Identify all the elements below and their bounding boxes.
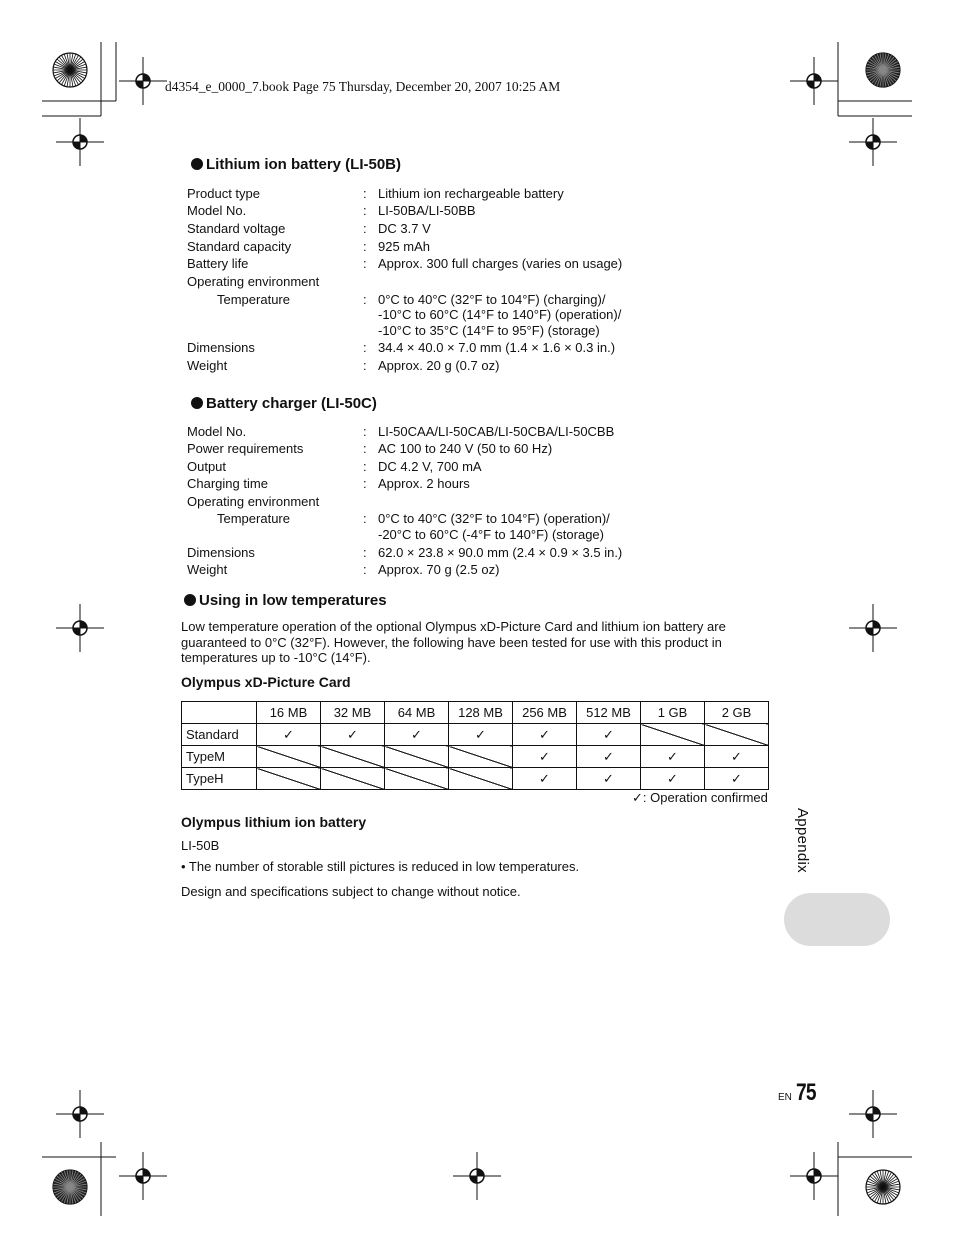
table-column-header: 128 MB [449, 702, 513, 724]
table-cell-not-applicable [321, 768, 385, 790]
spec-colon: : [363, 358, 367, 373]
charger-section-title [191, 395, 377, 412]
table-header-row [182, 702, 769, 724]
spec-value: Approx. 70 g (2.5 oz) [378, 562, 500, 577]
page-language-code: EN [778, 1092, 792, 1103]
table-cell-check: ✓ [513, 768, 577, 790]
spec-colon: : [363, 292, 367, 307]
spec-label: Model No. [187, 203, 247, 218]
spec-label: Temperature [217, 511, 290, 526]
low-temp-title-text: Using in low temperatures [199, 592, 387, 609]
spec-label: Product type [187, 186, 260, 201]
table-cell-not-applicable [385, 768, 449, 790]
bullet-icon [191, 397, 203, 409]
spec-value: 925 mAh [378, 239, 431, 254]
table-column-header: 16 MB [257, 702, 321, 724]
spec-value: Approx. 300 full charges (varies on usage) [378, 256, 623, 271]
table-cell-check: ✓ [577, 768, 641, 790]
table-cell-not-applicable [385, 746, 449, 768]
spec-value: Approx. 2 hours [378, 476, 470, 491]
print-header: d4354_e_0000_7.book Page 75 Thursday, December 20, 2007 10:25 AM [165, 79, 561, 94]
spec-label: Model No. [187, 424, 247, 439]
table-legend: ✓: Operation confirmed [632, 790, 768, 805]
spec-value: DC 3.7 V [378, 221, 431, 236]
spec-colon: : [363, 221, 367, 236]
spec-label: Standard voltage [187, 221, 286, 236]
table-cell-check: ✓ [385, 724, 449, 746]
spec-value: Approx. 20 g (0.7 oz) [378, 358, 500, 373]
table-column-header: 256 MB [513, 702, 577, 724]
spec-value: 0°C to 40°C (32°F to 104°F) (charging)/ [378, 292, 606, 307]
spec-value: 62.0 × 23.8 × 90.0 mm (2.4 × 0.9 × 3.5 in.) [378, 545, 623, 560]
spec-label: Dimensions [187, 545, 255, 560]
spec-value: AC 100 to 240 V (50 to 60 Hz) [378, 441, 553, 456]
table-cell-check: ✓ [513, 724, 577, 746]
spec-label: Weight [187, 562, 228, 577]
spec-colon: : [363, 186, 367, 201]
table-corner-cell [182, 702, 257, 724]
low-temp-section-title [184, 592, 387, 609]
spec-value: LI-50CAA/LI-50CAB/LI-50CBA/LI-50CBB [378, 424, 615, 439]
spec-colon: : [363, 562, 367, 577]
battery-spec-list [187, 185, 707, 375]
table-cell-check: ✓ [321, 724, 385, 746]
table-cell-check: ✓ [641, 746, 705, 768]
spec-colon: : [363, 203, 367, 218]
spec-colon: : [363, 424, 367, 439]
table-cell-check: ✓ [257, 724, 321, 746]
battery-title-text: Lithium ion battery (LI-50B) [206, 156, 401, 173]
spec-colon: : [363, 545, 367, 560]
spec-colon: : [363, 459, 367, 474]
xd-card-heading: Olympus xD-Picture Card [181, 674, 351, 690]
spec-colon: : [363, 256, 367, 271]
spec-label: Weight [187, 358, 228, 373]
spec-label: Power requirements [187, 441, 304, 456]
table-row-label: Standard [182, 724, 257, 746]
table-cell-not-applicable [705, 724, 769, 746]
spec-value: -10°C to 35°C (14°F to 95°F) (storage) [378, 323, 600, 338]
spec-value: -20°C to 60°C (-4°F to 140°F) (storage) [378, 527, 604, 542]
spec-colon: : [363, 239, 367, 254]
table-cell-not-applicable [257, 768, 321, 790]
spec-label: Dimensions [187, 340, 255, 355]
table-cell-check: ✓ [577, 724, 641, 746]
spec-label: Battery life [187, 256, 249, 271]
table-column-header: 1 GB [641, 702, 705, 724]
spec-colon: : [363, 441, 367, 456]
table-column-header: 32 MB [321, 702, 385, 724]
spec-label: Operating environment [187, 274, 320, 289]
spec-colon: : [363, 340, 367, 355]
xd-card-table [181, 701, 769, 790]
table-cell-check: ✓ [513, 746, 577, 768]
bullet-icon [191, 158, 203, 170]
table-cell-not-applicable [321, 746, 385, 768]
table-column-header: 64 MB [385, 702, 449, 724]
spec-value: 34.4 × 40.0 × 7.0 mm (1.4 × 1.6 × 0.3 in.) [378, 340, 616, 355]
table-row [182, 768, 769, 790]
battery-note: • The number of storable still pictures is reduced in low temperatures. [181, 859, 580, 874]
table-column-header: 2 GB [705, 702, 769, 724]
table-row [182, 724, 769, 746]
disclaimer-text: Design and specifications subject to change without notice. [181, 884, 521, 899]
spec-label: Standard capacity [187, 239, 292, 254]
spec-value: LI-50BA/LI-50BB [378, 203, 476, 218]
appendix-thumb-tab [784, 893, 890, 946]
charger-spec-list [187, 423, 707, 583]
appendix-side-label: Appendix [794, 808, 811, 873]
table-cell-check: ✓ [577, 746, 641, 768]
spec-label: Temperature [217, 292, 290, 307]
spec-value: DC 4.2 V, 700 mA [378, 459, 482, 474]
page-number: 75 [796, 1079, 816, 1106]
table-cell-not-applicable [257, 746, 321, 768]
table-cell-not-applicable [449, 746, 513, 768]
table-cell-check: ✓ [705, 768, 769, 790]
spec-colon: : [363, 476, 367, 491]
battery-model: LI-50B [181, 838, 220, 853]
spec-label: Charging time [187, 476, 268, 491]
spec-label: Output [187, 459, 227, 474]
spec-value: Lithium ion rechargeable battery [378, 186, 564, 201]
spec-colon: : [363, 511, 367, 526]
battery-section-title [191, 156, 401, 173]
table-row [182, 746, 769, 768]
table-cell-check: ✓ [705, 746, 769, 768]
battery-heading: Olympus lithium ion battery [181, 814, 367, 830]
table-row-label: TypeH [182, 768, 257, 790]
spec-value: -10°C to 60°C (14°F to 140°F) (operation)/ [378, 307, 622, 322]
low-temp-paragraph: Low temperature operation of the optional Olympus xD-Picture Card and lithium ion battery are guaranteed to 0°C (32°F). However, the following have been tested for use with this product in temperatures up to -10°C (14°F). [181, 619, 726, 665]
table-column-header: 512 MB [577, 702, 641, 724]
table-cell-check: ✓ [449, 724, 513, 746]
table-cell-check: ✓ [641, 768, 705, 790]
table-cell-not-applicable [641, 724, 705, 746]
bullet-icon [184, 594, 196, 606]
spec-value: 0°C to 40°C (32°F to 104°F) (operation)/ [378, 511, 610, 526]
spec-label: Operating environment [187, 494, 320, 509]
table-row-label: TypeM [182, 746, 257, 768]
table-cell-not-applicable [449, 768, 513, 790]
charger-title-text: Battery charger (LI-50C) [206, 395, 377, 412]
